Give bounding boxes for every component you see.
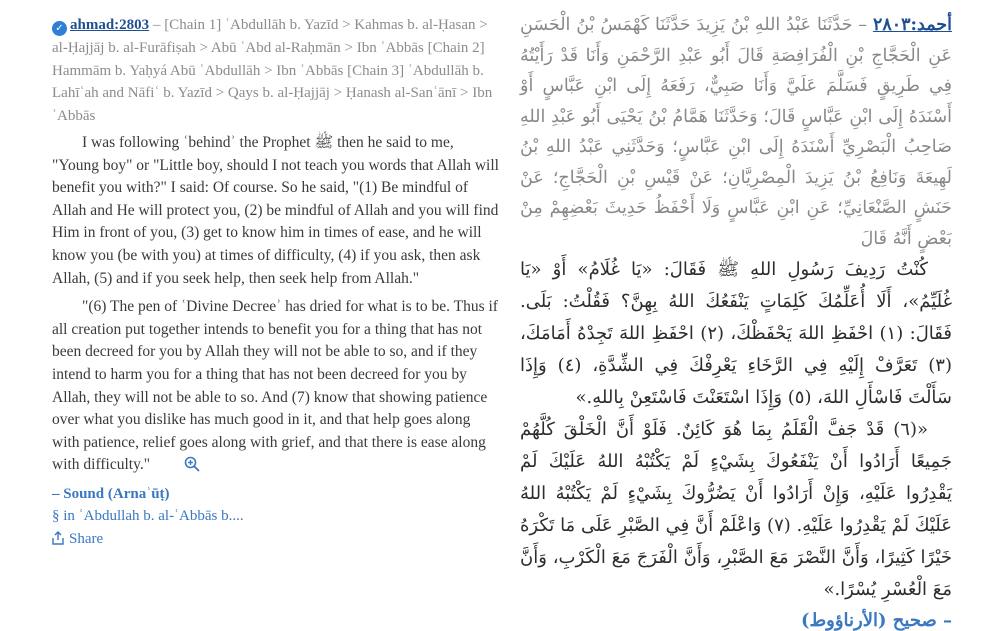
hadith-reference-link[interactable]: ahmad:2803 [70, 17, 150, 33]
share-button[interactable] [52, 528, 500, 553]
hadith-paragraph-1: I was following ʿbehindʾ the Prophet ﷺ then he said to me, "Young boy" or "Little boy, should I not teach you words that Allah will benefit you with?" I said: Of course. So he said, "(1) Be mindful of Allah and He will protect you, (2) be mindful of Allah and you will find Him in front of you, (3) get to know him in times of ease, and he will know you (be with you) at times of difficulty, (4) if you ask, then ask Allah, (5) and if you seek help, then seek help from Allah." [52, 133, 499, 287]
section-link[interactable]: § in ʿAbdullah b. al-ʿAbbās b.... [52, 508, 244, 525]
arabic-reference-link[interactable]: أحمد:٢٨٠٣ [872, 15, 952, 35]
english-column [52, 14, 500, 553]
isnad-chain-arabic: – حَدَّثَنَا عَبْدُ اللهِ بْنُ يَزِيدَ حَدَّثَنَا كَهْمَسُ بْنُ الْحَسَنِ عَنِ الْحَجَّاجِ بْنِ الْفُرَافِصَةِ قَالَ أَبُو عَبْدِ الرَّحْمَنِ وَأَنَا قَدْ رَأَيْتُهُ فِي طَرِيقٍ فَسَلَّمَ عَلَيَّ وَأَنَا صَبِيٌّ، رَفَعَهُ إِلَى ابْنِ عَبَّاسٍ أَوْ أَسْنَدَهُ إِلَى ابْنِ عَبَّاسٍ قَالَ؛ وَحَدَّثَنَا هَمَّامُ بْنُ يَحْيَى أَبُو عَبْدِ اللهِ صَاحِبُ الْبَصْرِيِّ أَسْنَدَهُ إِلَى ابْنِ عَبَّاسٍ؛ وَحَدَّثَنِي عَبْدُ اللهِ بْنُ لَهِيعَةَ وَنَافِعُ بْنُ يَزِيدَ الْمِصْرِيَّانِ؛ عَنْ قَيْسِ بْنِ الْحَجَّاجِ؛ عَنْ حَنَشٍ الصَّنْعَانِيِّ؛ عَنِ ابْنِ عَبَّاسٍ وَلَا أَحْفَظُ حَدِيثَ بَعْضِهِمْ مِنْ بَعْضٍ أَنَّهُ قَالَ [520, 15, 952, 249]
arabic-body [520, 254, 952, 606]
hadith-paragraph-2 [52, 296, 500, 480]
hadith-paragraph-2-text: "(6) The pen of ʿDivine Decreeʾ has dried for what is to be. Thus if all creation put together intends to benefit you for a thing that has not been decreed for you by Allah they will not be able to so, and if they intend to harm you for a thing that has not been decreed for you by Allah, they will not be able to so. And (7) know that showing patience over what you dislike has much good in it, and that help goes along with patience, relief goes along with grief, and that there is ease along with difficulty." [52, 298, 498, 474]
verified-check-icon: ✓ [52, 21, 67, 36]
zoom-in-icon[interactable] [154, 456, 200, 480]
arabic-paragraph-1: كُنْتُ رَدِيفَ رَسُولِ اللهِ ﷺ فَقَالَ: «يَا غُلَامُ» أَوْ «يَا غُلَيِّمُ»، أَلَا أُعَلِّمُكَ كَلِمَاتٍ يَنْفَعُكَ اللهُ بِهِنَّ؟ فَقُلْتُ: بَلَى. فَقَالَ: (١) احْفَظِ اللهَ يَحْفَظْكَ، (٢) احْفَظِ اللهَ تَجِدْهُ أَمَامَكَ، (٣) تَعَرَّفْ إِلَيْهِ فِي الرَّخَاءِ يَعْرِفْكَ فِي الشِّدَّةِ، (٤) وَإِذَا سَأَلْتَ فَاسْأَلِ اللهَ، (٥) وَإِذَا اسْتَعَنْتَ فَاسْتَعِنْ بِاللهِ.» [520, 259, 952, 408]
grade-arabic: – صحيح (الأرناؤوط) [800, 610, 952, 631]
arabic-column [520, 10, 952, 631]
grade-english: – Sound (Arnaʾūṭ) [52, 485, 170, 502]
share-icon [52, 530, 64, 553]
share-label: Share [69, 531, 104, 548]
arabic-paragraph-2: «(٦) قَدْ جَفَّ الْقَلَمُ بِمَا هُوَ كَائِنٌ. فَلَوْ أَنَّ الْخَلْقَ كُلَّهُمْ جَمِيعًا أَرَادُوا أَنْ يَنْفَعُوكَ بِشَيْءٍ لَمْ يَكْتُبْهُ اللهُ عَلَيْكَ لَمْ يَقْدِرُوا عَلَيْهِ، وَإِنْ أَرَادُوا أَنْ يَضُرُّوكَ بِشَيْءٍ لَمْ يَكْتُبْهُ اللهُ عَلَيْكَ لَمْ يَقْدِرُوا عَلَيْهِ. (٧) وَاعْلَمْ أَنَّ فِي الصَّبْرِ عَلَى مَا تَكْرَهُ خَيْرًا كَثِيرًا، وَأَنَّ النَّصْرَ مَعَ الصَّبْرِ، وَأَنَّ الْفَرَجَ مَعَ الْكَرْبِ، وَأَنَّ مَعَ الْعُسْرِ يُسْرًا.» [520, 419, 952, 600]
english-header [52, 14, 500, 128]
isnad-chain-english: – [Chain 1] ʿAbdullāh b. Yazīd > Kahmas b. al-Ḥasan > al-Ḥajjāj b. al-Furāfiṣah > Abū ʿAbd al-Raḥmān > Ibn ʿAbbās [Chain 2] Hammām b. Yaḥyá Abū ʿAbdullāh > Ibn ʿAbbās [Chain 3] ʿAbdullāh b. Lahīʿah and Nāfiʿ b. Yazīd > Qays b. al-Ḥajjāj > Ḥanash al-Sanʿānī > Ibn ʿAbbās [52, 17, 493, 125]
arabic-header [520, 10, 952, 254]
